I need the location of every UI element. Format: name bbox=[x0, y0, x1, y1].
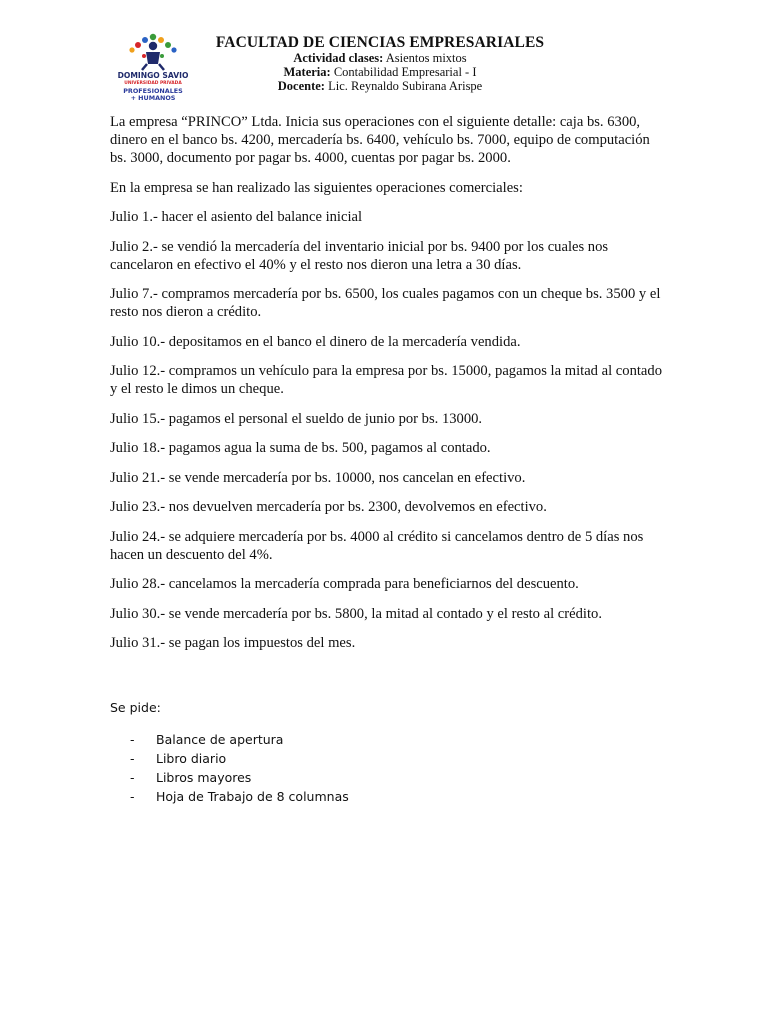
activity-line bbox=[200, 51, 560, 65]
document-header bbox=[200, 34, 560, 93]
operations-intro: En la empresa se han realizado las siguientes operaciones comerciales: bbox=[110, 179, 523, 196]
operation-item: Julio 31.- se pagan los impuestos del mes. bbox=[110, 635, 356, 651]
activity-label: Actividad clases: bbox=[293, 51, 384, 65]
list-item bbox=[130, 768, 349, 787]
intro-paragraph: La empresa “PRINCO” Ltda. Inicia sus operaciones con el siguiente detalle: caja bs. 6300, dinero en el banco bs. 4200, mercadería bs. 6400, vehículo bs. 7000, equipo de computación bs. 3000, documento por pagar bs. 4000, cuentas por pagar bs. 2000. bbox=[110, 114, 650, 166]
teacher-value: Lic. Reynaldo Subirana Arispe bbox=[324, 79, 483, 93]
exercise-body bbox=[110, 113, 662, 664]
operation-item: Julio 24.- se adquiere mercadería por bs. 4000 al crédito si cancelamos dentro de 5 días nos hacen un descuento del 4%. bbox=[110, 528, 644, 563]
svg-text:UNIVERSIDAD PRIVADA: UNIVERSIDAD PRIVADA bbox=[124, 81, 182, 86]
operation-item: Julio 12.- compramos un vehículo para la empresa por bs. 15000, pagamos la mitad al contado y el resto le dimos un cheque. bbox=[110, 363, 662, 397]
operation-item: Julio 2.- se vendió la mercadería del inventario inicial por bs. 9400 por los cuales nos cancelaron en efectivo el 40% y el resto nos dieron una letra a 30 días. bbox=[110, 238, 609, 273]
list-dash: - bbox=[130, 789, 135, 804]
subject-label: Materia: bbox=[283, 65, 331, 79]
requirement-text: Balance de apertura bbox=[156, 732, 284, 747]
teacher-line bbox=[200, 79, 560, 93]
requirement-text: Libros mayores bbox=[156, 770, 252, 785]
operation-item: Julio 28.- cancelamos la mercadería comprada para beneficiarnos del descuento. bbox=[110, 576, 579, 592]
teacher-label: Docente: bbox=[277, 79, 325, 93]
list-dash: - bbox=[130, 751, 135, 766]
university-logo bbox=[116, 30, 190, 104]
requirements-label: Se pide: bbox=[110, 700, 161, 715]
domingo-savio-logo-icon bbox=[116, 30, 190, 104]
operation-item: Julio 15.- pagamos el personal el sueldo de junio por bs. 13000. bbox=[110, 410, 483, 427]
svg-text:PROFESIONALES: PROFESIONALES bbox=[123, 87, 183, 95]
svg-text:DOMINGO SAVIO: DOMINGO SAVIO bbox=[117, 71, 189, 80]
operation-item: Julio 18.- pagamos agua la suma de bs. 500, pagamos al contado. bbox=[110, 440, 491, 456]
list-dash: - bbox=[130, 770, 135, 785]
operation-item: Julio 10.- depositamos en el banco el dinero de la mercadería vendida. bbox=[110, 333, 521, 350]
requirements-list bbox=[130, 730, 349, 806]
list-dash: - bbox=[130, 732, 135, 747]
list-item bbox=[130, 749, 349, 768]
faculty-title: FACULTAD DE CIENCIAS EMPRESARIALES bbox=[215, 34, 545, 51]
requirement-text: Libro diario bbox=[156, 751, 227, 766]
operation-item: Julio 7.- compramos mercadería por bs. 6500, los cuales pagamos con un cheque bs. 3500 y el resto nos dieron a crédito. bbox=[110, 286, 661, 320]
operation-item: Julio 21.- se vende mercadería por bs. 10000, nos cancelan en efectivo. bbox=[110, 469, 526, 486]
list-item bbox=[130, 730, 349, 749]
operation-item: Julio 23.- nos devuelven mercadería por bs. 2300, devolvemos en efectivo. bbox=[110, 499, 547, 515]
operation-item: Julio 30.- se vende mercadería por bs. 5800, la mitad al contado y el resto al crédito. bbox=[110, 605, 602, 622]
svg-text:+ HUMANOS: + HUMANOS bbox=[130, 94, 176, 102]
operation-item: Julio 1.- hacer el asiento del balance inicial bbox=[110, 209, 363, 225]
list-item bbox=[130, 787, 349, 806]
subject-value: Contabilidad Empresarial - I bbox=[330, 65, 477, 79]
activity-value: Asientos mixtos bbox=[383, 51, 467, 65]
requirement-text: Hoja de Trabajo de 8 columnas bbox=[156, 789, 349, 804]
subject-line bbox=[200, 65, 560, 79]
